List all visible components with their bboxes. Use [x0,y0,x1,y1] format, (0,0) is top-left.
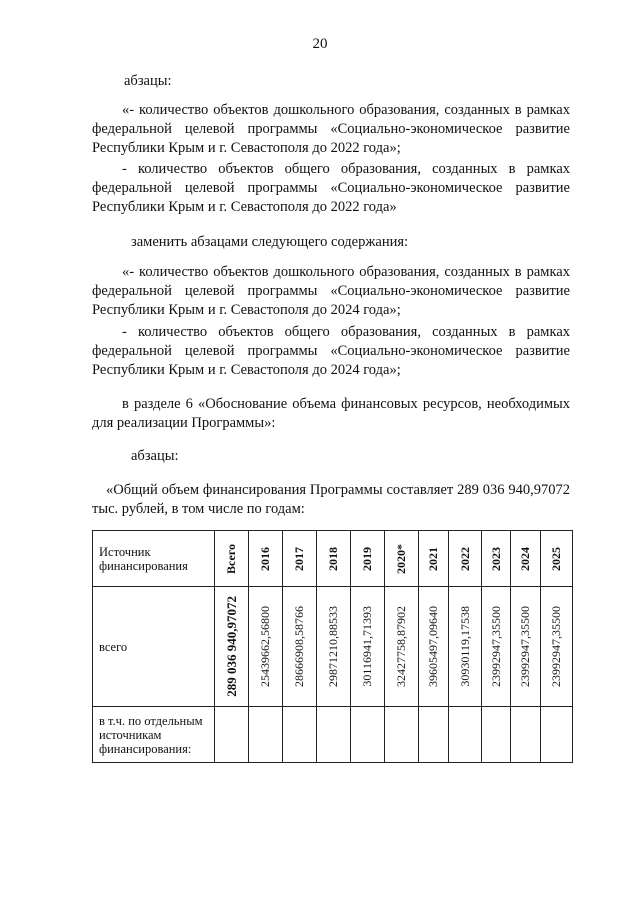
table-cell [249,587,283,707]
paragraph-abzacy-2: абзацы: [131,448,179,464]
paragraph-section-6: в разделе 6 «Обоснование объема финансовых ресурсов, необходимых для реализации Программы»: [92,396,570,431]
table-cell [449,587,482,707]
row-label-by-source: в т.ч. по отдельным источникам финансирования: [93,707,215,763]
column-header [419,531,449,587]
table-cell-empty [419,707,449,763]
header-source-label: Источник финансирования [93,531,215,587]
value-2020: 32427758,87902 [394,606,408,687]
table-cell-empty [511,707,541,763]
table-cell-empty [385,707,419,763]
column-header [351,531,385,587]
column-header-2020: 2020* [394,543,408,574]
value-total: 289 036 940,97072 [223,596,239,697]
table-cell-empty [249,707,283,763]
table-cell-empty [351,707,385,763]
value-2016: 25439662,56800 [258,606,272,687]
table-cell [215,587,249,707]
table-cell-empty [283,707,317,763]
column-header-2019: 2019 [360,546,374,571]
table-cell-empty [541,707,573,763]
value-2025: 23992947,35500 [549,606,563,687]
paragraph-replace: заменить абзацами следующего содержания: [131,234,409,250]
paragraph-abzacy: абзацы: [124,73,172,89]
table-cell [351,587,385,707]
table-row-by-source [93,707,573,763]
column-header [215,531,249,587]
table-cell [317,587,351,707]
column-header [249,531,283,587]
column-header [511,531,541,587]
value-2017: 28666908,58766 [292,606,306,687]
table-cell [511,587,541,707]
page-number: 20 [312,36,328,52]
table-header-row [93,531,573,587]
column-header [283,531,317,587]
paragraph-preschool-2024: «- количество объектов дошкольного образования, созданных в рамках федеральной целевой программы «Социально-экономическое развитие Республики Крым и г. Севастополя до 2024 года»; [92,264,570,318]
column-header-2025: 2025 [549,546,563,571]
column-header [449,531,482,587]
paragraph-total-funding: «Общий объем финансирования Программы составляет 289 036 940,97072 тыс. рублей, в том числе по годам: [92,482,570,517]
table-cell-empty [482,707,511,763]
table-cell [385,587,419,707]
table-cell [419,587,449,707]
paragraph-general-2022: - количество объектов общего образования, созданных в рамках федеральной целевой программы «Социально-экономическое развитие Республики Крым и г. Севастополя до 2022 года» [92,161,570,215]
column-header [541,531,573,587]
paragraph-general-2024: - количество объектов общего образования, созданных в рамках федеральной целевой программы «Социально-экономическое развитие Республики Крым и г. Севастополя до 2024 года»; [92,324,570,378]
value-2024: 23992947,35500 [518,606,532,687]
column-header-2024: 2024 [518,546,532,571]
table-cell-empty [215,707,249,763]
column-header-2022: 2022 [457,546,472,571]
table-cell [541,587,573,707]
value-2019: 30116941,71393 [360,606,374,687]
table-row-total [93,587,573,707]
column-header-total: Всего [224,543,238,574]
column-header [482,531,511,587]
column-header-2023: 2023 [488,546,503,571]
table-cell-empty [317,707,351,763]
value-2021: 39605497,09640 [426,606,440,687]
table-cell [482,587,511,707]
table-cell-empty [449,707,482,763]
table-cell [283,587,317,707]
column-header [385,531,419,587]
paragraph-preschool-2022: «- количество объектов дошкольного образования, созданных в рамках федеральной целевой программы «Социально-экономическое развитие Республики Крым и г. Севастополя до 2022 года»; [92,102,570,156]
row-label-total: всего [93,587,215,707]
value-2018: 29871210,88533 [326,606,340,687]
financing-table [92,530,573,763]
column-header-2021: 2021 [426,546,440,571]
value-2023: 23992947,35500 [488,606,503,687]
column-header-2017: 2017 [292,546,306,571]
column-header-2018: 2018 [326,546,340,571]
value-2022: 30930119,17538 [457,606,472,687]
column-header-2016: 2016 [258,546,272,571]
column-header [317,531,351,587]
